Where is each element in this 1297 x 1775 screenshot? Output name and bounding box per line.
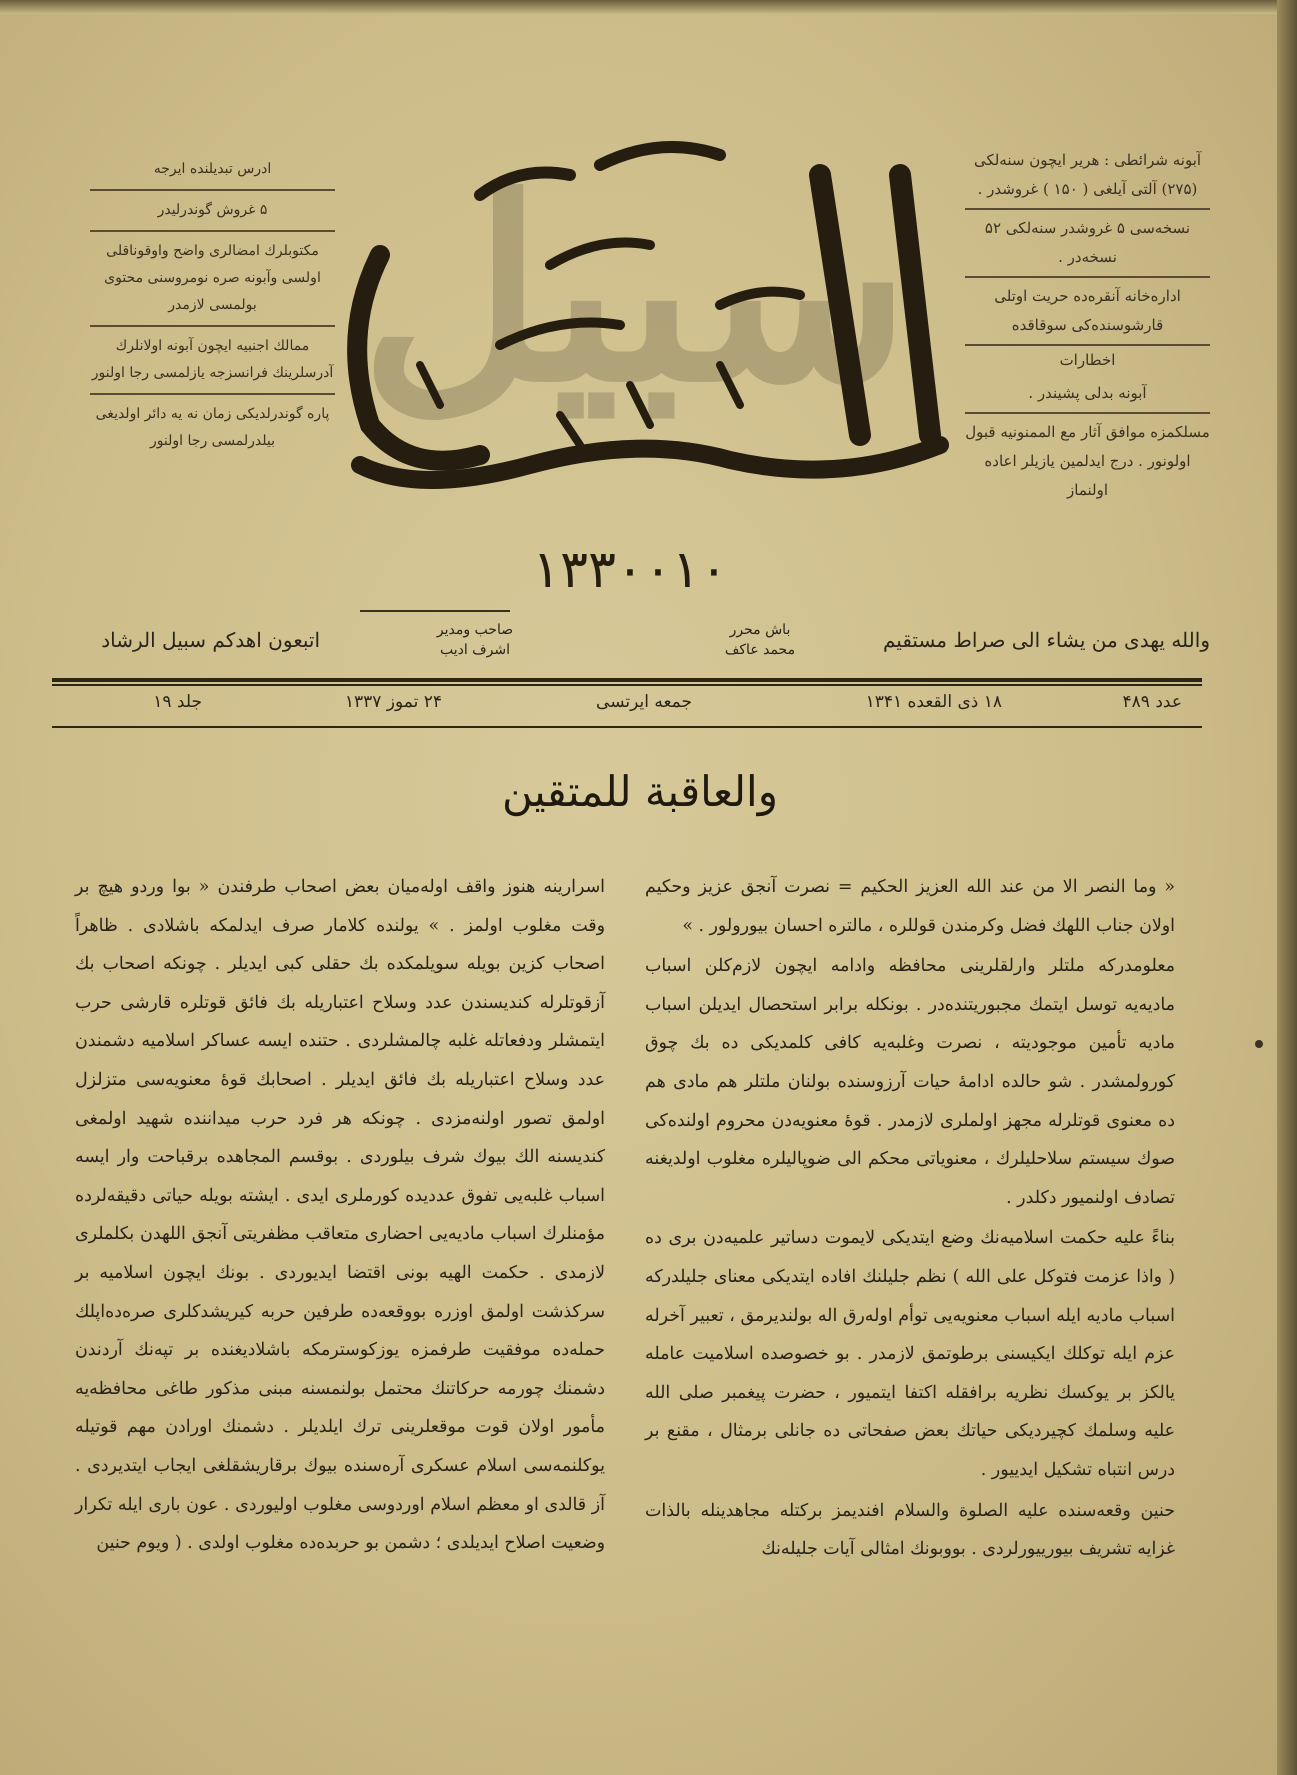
credit-row — [60, 620, 1210, 680]
date-strip — [52, 686, 1202, 722]
page-right-edge — [1277, 0, 1297, 1775]
paragraph: بناءً علیه حکمت اسلامیه‌نك وضع ایتدیکی لایموت دساتیر علمیه‌دن بری ده ( واذا عزمت فتوکل علی الله ) نظم جلیلنك افاده ایتدیکی معنای جلیلدرکه اسباب مادیه ایله اسباب معنویه‌یی توأم اوله‌رق اله بولندیرمق ، تعبیر آخرله عزم ایله توکلك ایکیسنی برطوتمق لازمدر . بو خصوصده اسلامیت عامله یالکز بر یوکسك نظریه برافقله اکتفا ایتمیور ، حضرت پیغمبر صلی الله علیه وسلمك کچیردیکی حیاتك بعض صفحاتی ده جانلی برمثال ، مقنع بر درس انتباه تشکیل ایدییور . — [645, 1228, 1175, 1480]
logo-year: ۱۳۳۰۰۱۰ — [532, 540, 728, 600]
page-top-edge — [0, 0, 1297, 14]
notice-fee: ۵ غروش گوندرلیدر — [90, 191, 335, 232]
weekday: جمعه ایرتسی — [596, 692, 692, 712]
advance-payment: آبونه بدلی پشیندر . — [965, 375, 1210, 414]
notice-payment: پاره گوندرلدیکی زمان نه یه دائر اولدیغی بیلدرلمسی رجا اولنور — [95, 406, 330, 449]
paragraph: اسرارینه هنوز واقف اولەمیان بعض اصحاب طرفندن « بوا وردو هیچ بر وقت مغلوب اولمز . » یولنده کلامار صرف ایدلمکه باشلادی . ظاهراً اصحاب کزین بویله سویلمکده بك حقلی کبی ایدیلر . چونکه اصحاب بك آزقوتلرله کندیسندن عدد وسلاح اعتباریله بك فائق قوتلره قارشی حرب ایتمشلر ودفعاتله غلبه چالمشلردی . حتنده ایسه عساکر اسلامیه دشمندن عدد وسلاح اعتباریله بك فائق ایدیلر . اصحابك قوهٔ معنویه‌سی متزلزل اولمق تصور اولنه‌مزدی . چونکه هر فرد حرب میداننده شهید اولمغی کندیسنه الك بیوك شرف بیلوردی . بوقسم المجاهده برقباحت وار ایسه اسباب غلبه‌یی تفوق عددیده کورملری ایدی . ایشته بویله حیاتی دقیقه‌لرده مؤمنلرك اسباب مادیه‌یی احضاری متعاقب مظفریتی آنجق اللهدن بکلملری لازمدی . حکمت الهیه بونی اقتضا ایدیوردی . بونك ایچون اسلامیه بر سرکذشت اولمق اوزره بووقعه‌ده طرفین حربه کیریشدکلری صره‌ده‌اپلك حمله‌ده موفقیت طرفمزه یوزکوسترمکه باشلادیغنده بر تپه‌نك آردندن دشمنك چورمه حرکاتنك محتمل بولنمسنه مبنی مذکور طاغی محافظه‌یه مأمور اولان قوت موقعلرینی ترك ایلدیلر . دشمنك اورادن مهم قوتیله یوکلنمه‌سی اسلام عسکری آره‌سنده بیوك برقاریشقلغی ایجاب ایتدیردی . آز قالدی او معظم اسلام اوردوسی مغلوب اولیوردی . عون باری ایله تکرار وضعیت اصلاح ایدیلدی ؛ دشمن بو حربده‌ده مغلوب اولدی . ( ویوم حنین — [75, 877, 605, 1554]
volume-number: جلد ۱۹ — [153, 692, 202, 712]
issue-price: نسخه‌سی ۵ غروشدر سنه‌لکی ۵۲ نسخه‌در . — [965, 210, 1210, 278]
article-column-right — [645, 868, 1175, 1571]
paragraph: معلومدرکه ملتلر وارلقلرینی محافظه وادامه ایچون لازم‌کلن اسباب مادیه‌یه توسل ایتمك مجبوریتنده‌در . بونکله برابر استحصال ایدیلن اسباب مادیه تأمین موجودیته ، نصرت وغلبه‌یه کافی کلمدیکی ده بك چوق کورولمشدر . شو حالده ادامهٔ حیات آرزوسنده بولنان ملتلر هم مادی هم ده معنوی قوتلرله مجهز اولملری لازمدر . قوهٔ معنویه‌دن محروم اولنده‌کی صوك سیستم سلاحلیلرك ، معنویاتی محکم الی ضوپالیلره مغلوب اولدیغنه تصادف اولنمیور دکلدر . — [645, 956, 1175, 1208]
owner-director — [390, 620, 560, 660]
issue-number: عدد ۴۸۹ — [1122, 692, 1182, 712]
logo-text: سبیل — [360, 143, 910, 437]
ink-spot — [1255, 1040, 1263, 1048]
notice-address-change: ادرس تبدیلنده ایرجه — [90, 150, 335, 191]
strip-bottom-rule — [52, 726, 1202, 728]
slogan: اتبعون اهدکم سبیل الرشاد — [101, 628, 320, 652]
chief-editor — [690, 620, 830, 660]
masthead — [60, 120, 1230, 625]
editor-name: محمد عاکف — [724, 642, 796, 658]
notice-letters: مکتوبلرك امضالری واضح واوقوناقلی اولسی وآبونه صره نومروسنی محتوی بولمسی لازمدر — [90, 232, 335, 327]
logo-year-underline — [360, 610, 510, 612]
motto: والله یهدی من یشاء الی صراط مستقیم — [882, 628, 1210, 652]
editor-title: باش محرر — [729, 622, 791, 638]
owner-name: اشرف ادیب — [439, 642, 511, 658]
notice-foreign: ممالك اجنبیه ایچون آبونه اولانلرك آدرسلرینك فرانسزجه یازلمسی رجا اولنور — [90, 327, 335, 395]
article-column-left — [75, 868, 605, 1565]
subscription-terms: آبونه شرائطی : هریر ایچون سنه‌لکی (۲۷۵) آلتی آیلغی ( ۱۵۰ ) غروشدر . — [965, 142, 1210, 210]
owner-title: صاحب ومدیر — [436, 622, 514, 638]
paragraph: حنین وقعه‌سنده علیه الصلوة والسلام افندیمز برکتله مجاهدینله بالذات غزایه تشریف بیورییورلردی . بووبونك امثالی آیات جلیله‌نك — [645, 1500, 1175, 1560]
hijri-date: ۱۸ ذی القعده ۱۳۴۱ — [865, 692, 1002, 712]
submission-policy: مسلکمزه موافق آثار مع الممنونیه قبول اولونور . درج ایدلمین یازیلر اعاده اولنماز — [965, 423, 1210, 499]
paragraph: « وما النصر الا من عند الله العزیز الحکیم = نصرت آنجق عزیز وحکیم اولان جناب اللهك فضل وکرمندن قوللره ، مالتره احسان بیورولور . » — [645, 877, 1175, 936]
office-address: ادارەخانه آنقره‌ده حریت اوتلی قارشوسنده‌کی سوقاقده — [965, 278, 1210, 346]
article-title: والعاقبة للمتقین — [502, 767, 778, 816]
warnings-heading: اخطارات — [1059, 351, 1116, 369]
rumi-date: ۲۴ تموز ۱۳۳۷ — [344, 692, 442, 712]
masthead-right-notices — [965, 142, 1210, 509]
strip-top-rule — [52, 678, 1202, 682]
